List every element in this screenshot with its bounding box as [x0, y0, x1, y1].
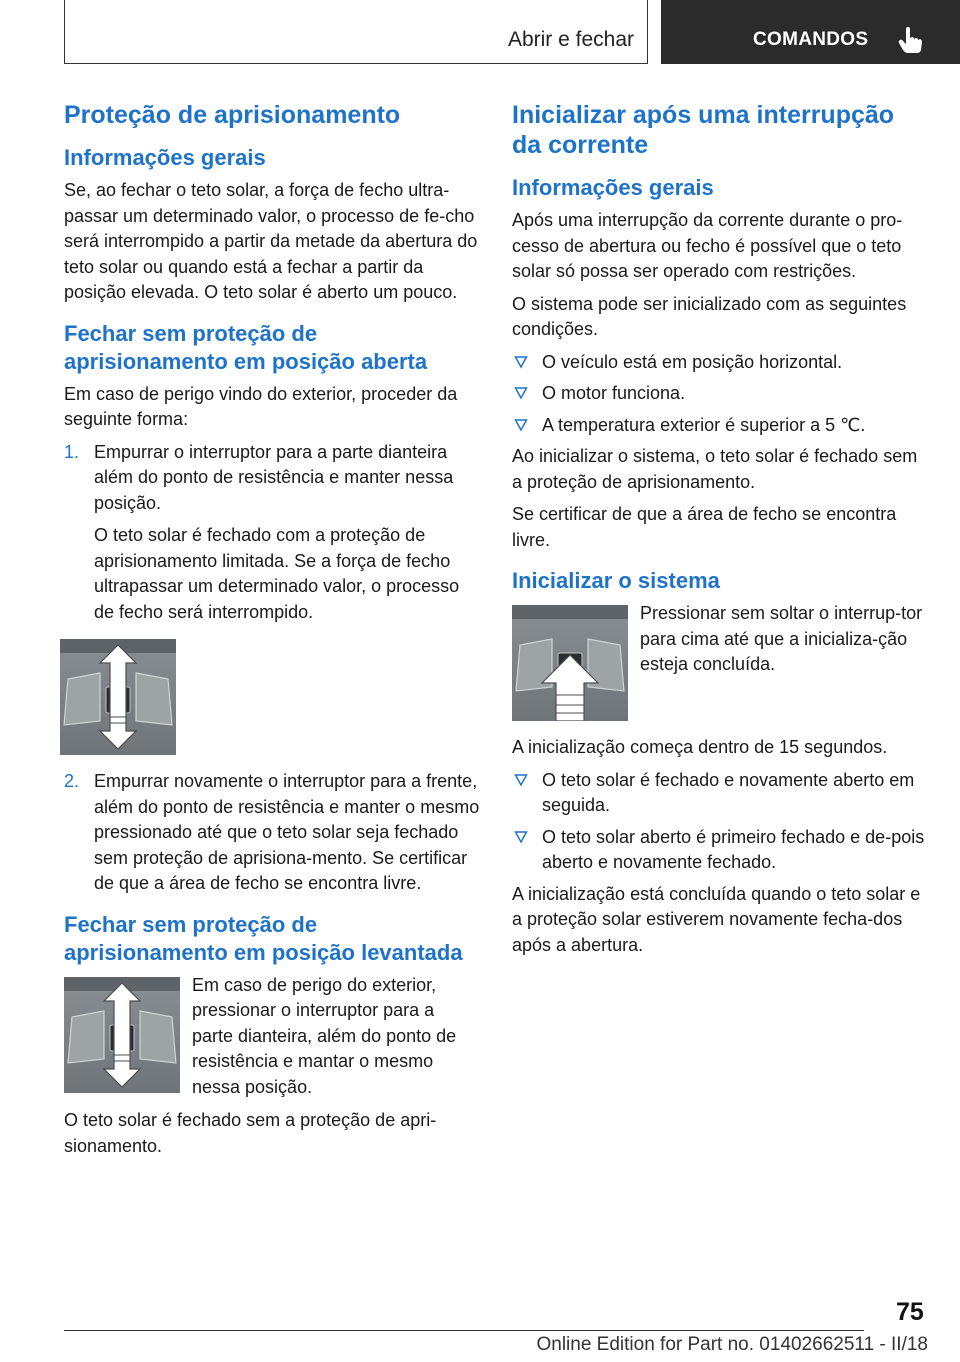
- paragraph-power-loss: Após uma interrupção da corrente durante o pro‐cesso de abertura ou fecho é possível que o teto solar só possa ser operado com restrições.: [512, 210, 903, 281]
- roof-switch-up-illustration: [512, 605, 628, 721]
- condition-text: O veículo está em posição horizontal.: [542, 351, 843, 372]
- footer-divider: [64, 1330, 864, 1331]
- triangle-bullet-icon: [514, 773, 528, 787]
- step-number: 2.: [64, 771, 80, 791]
- paragraph-init-complete: A inicialização está concluída quando o teto solar e a proteção solar estiverem novamente fecha‐dos após a abertura.: [512, 883, 921, 955]
- heading-close-raised-position: Fechar sem proteção de aprisionamento em posição levantada: [64, 911, 463, 965]
- paragraph-general-info: Se, ao fechar o teto solar, a força de fecho ultra‐passar um determinado valor, o processo de fe‐cho será interrompido a partir da metade da abertura do teto solar ou quando está a fechar a partir da posição elevada. O teto solar é aberto um pouco.: [64, 180, 478, 302]
- left-column: [64, 100, 480, 1166]
- paragraph-area-free: Se certificar de que a área de fecho se encontra livre.: [512, 504, 897, 550]
- heading-entrapment-protection: Proteção de aprisionamento: [64, 101, 401, 129]
- heading-general-info-left: Informações gerais: [64, 145, 266, 170]
- triangle-bullet-icon: [514, 830, 528, 844]
- step-text: Empurrar novamente o interruptor para a frente, além do ponto de resistência e manter o mesmo pressionado até que o teto solar seja fechado sem proteção de aprisiona‐mento. Se certificar de que a área de fecho se encontra livre.: [94, 771, 480, 893]
- step-note: O teto solar é fechado com a proteção de aprisionamento limitada. Se a força de fecho ultrapassar um determinado valor, o processo de fecho será interrompido.: [94, 525, 460, 622]
- chapter-tab-label: COMANDOS: [753, 29, 869, 50]
- right-column: [512, 100, 928, 965]
- init-step-text: O teto solar aberto é primeiro fechado e de‐pois aberto e novamente fechado.: [542, 826, 925, 872]
- condition-text: O motor funciona.: [542, 383, 686, 403]
- list-item-condition: [512, 381, 928, 407]
- paragraph-raised-instruction: Em caso de perigo do exterior, pressionar o interruptor para a parte dianteira, além do ponto de resistência e mantar o mesmo nessa posição.: [192, 974, 457, 1097]
- figure-with-text: [64, 973, 480, 1101]
- condition-text: A temperatura exterior é superior a 5 ℃.: [542, 414, 866, 435]
- list-item-init-step: [512, 825, 928, 876]
- paragraph-raised-result: O teto solar é fechado sem a proteção de apri‐sionamento.: [64, 1110, 437, 1156]
- list-item-condition: [512, 413, 928, 439]
- edition-footer: Online Edition for Part no. 01402662511 - II/18: [536, 1334, 928, 1355]
- heading-general-info-right: Informações gerais: [512, 175, 714, 200]
- pointing-hand-icon: [897, 26, 923, 54]
- list-item-step-2: [64, 769, 480, 897]
- list-item-init-step: [512, 768, 928, 819]
- chapter-tab: [661, 0, 960, 64]
- heading-init-system: Inicializar o sistema: [512, 568, 720, 593]
- init-step-text: O teto solar é fechado e novamente aberto em seguida.: [542, 769, 915, 815]
- figure-with-text: [512, 601, 928, 721]
- section-title: Abrir e fechar: [507, 28, 634, 51]
- triangle-bullet-icon: [514, 355, 528, 369]
- roof-switch-illustration: [60, 639, 176, 755]
- heading-close-open-position: Fechar sem proteção de aprisionamento em posição aberta: [64, 320, 428, 374]
- heading-init-after-power-loss: Inicializar após uma interrupção da corrente: [512, 101, 895, 159]
- triangle-bullet-icon: [514, 418, 528, 432]
- step-text: Empurrar o interruptor para a parte dianteira além do ponto de resistência e manter nessa posição.: [94, 441, 454, 513]
- paragraph-conditions-intro: O sistema pode ser inicializado com as seguintes condições.: [512, 293, 907, 339]
- list-item-condition: [512, 350, 928, 376]
- roof-switch-illustration: [64, 977, 180, 1093]
- step-number: 1.: [64, 441, 80, 462]
- paragraph-danger-intro: Em caso de perigo vindo do exterior, proceder da seguinte forma:: [64, 383, 458, 429]
- triangle-bullet-icon: [514, 386, 528, 400]
- paragraph-init-closes: Ao inicializar o sistema, o teto solar é fechado sem a proteção de aprisionamento.: [512, 446, 918, 492]
- list-item-step-1: [64, 440, 480, 626]
- page-number: 75: [896, 1298, 924, 1326]
- paragraph-init-instruction: Pressionar sem soltar o interrup‐tor para cima até que a inicializa‐ção esteja concluída.: [640, 603, 923, 674]
- paragraph-init-start: A inicialização começa dentro de 15 segundos.: [512, 737, 888, 757]
